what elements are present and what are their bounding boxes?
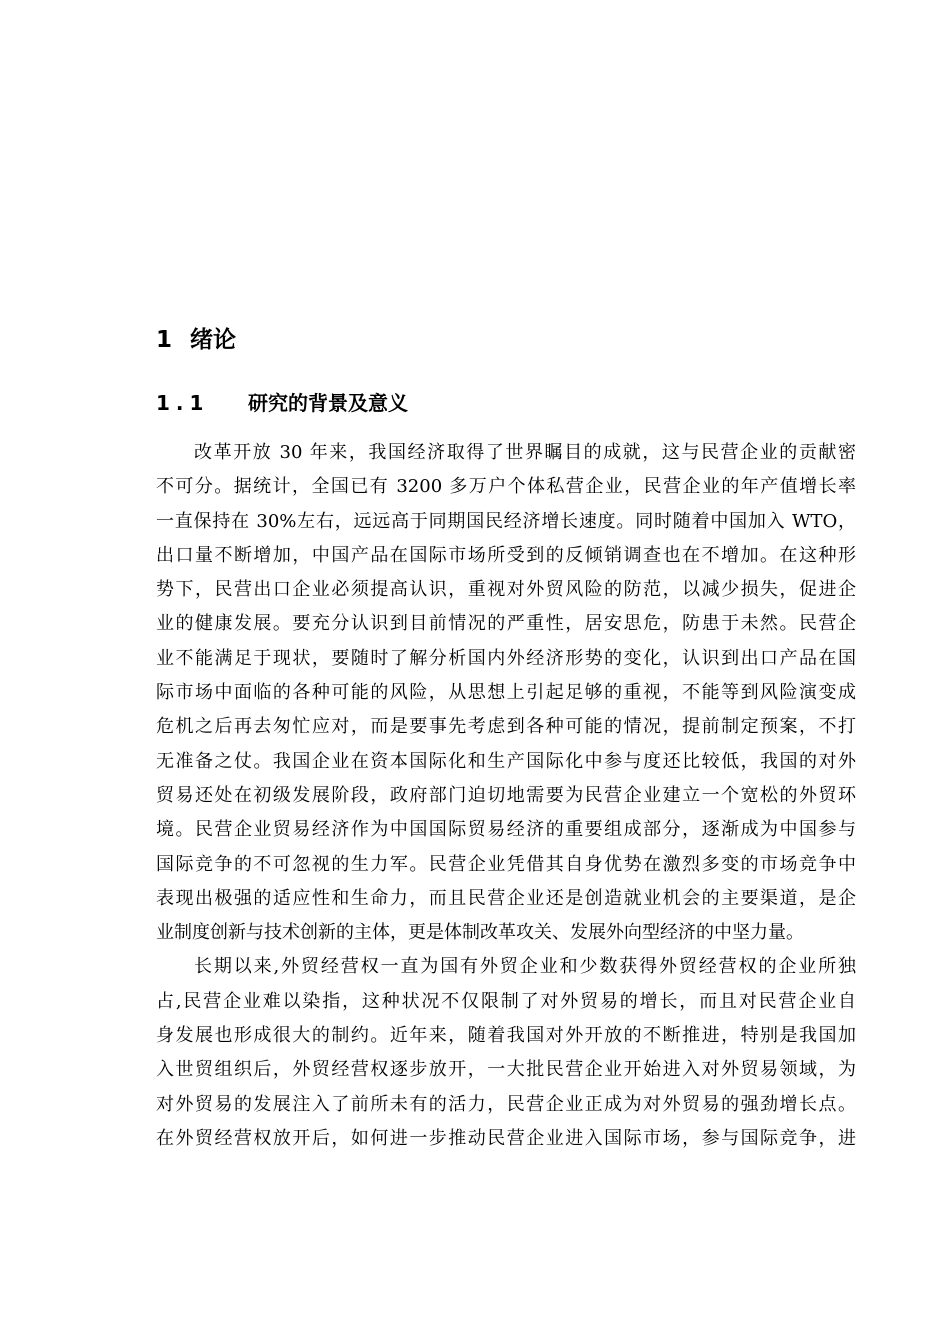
text-line: 在外贸经营权放开后，如何进一步推动民营企业进入国际市场，参与国际竞争，进 — [156, 1127, 856, 1149]
text-line: 改革开放 30 年来，我国经济取得了世界瞩目的成就，这与民营企业的贡献密 — [194, 442, 856, 463]
text-line: 业制度创新与技术创新的主体，更是体制改革攻关、发展外向型经济的中坚力量。 — [156, 922, 804, 944]
text-line: 入世贸组织后，外贸经营权逐步放开，一大批民营企业开始进入对外贸易领域，为 — [156, 1059, 856, 1081]
text-line: 对外贸易的发展注入了前所未有的活力，民营企业正成为对外贸易的强劲增长点。 — [156, 1093, 856, 1115]
chapter-number: 1 — [156, 327, 173, 353]
text-line: 一直保持在 30%左右，远远高于同期国民经济增长速度。同时随着中国加入 WTO， — [156, 510, 856, 532]
text-line: 境。民营企业贸易经济作为中国国际贸易经济的重要组成部分，逐渐成为中国参与 — [156, 819, 856, 841]
section-title: 研究的背景及意义 — [248, 391, 408, 415]
chapter-heading — [156, 324, 236, 356]
paragraph — [156, 436, 856, 950]
section-number: 1.1 — [156, 391, 210, 415]
text-line: 不可分。据统计，全国已有 3200 多万户个体私营企业，民营企业的年产值增长率 — [156, 476, 856, 498]
text-line: 国际竞争的不可忽视的生力军。民营企业凭借其自身优势在激烈多变的市场竞争中 — [156, 853, 856, 875]
text-line: 势下，民营出口企业必须提高认识，重视对外贸风险的防范，以减少损失，促进企 — [156, 579, 856, 601]
text-line: 出口量不断增加，中国产品在国际市场所受到的反倾销调查也在不增加。在这种形 — [156, 544, 856, 566]
paragraph — [156, 950, 856, 1156]
text-line: 身发展也形成很大的制约。近年来，随着我国对外开放的不断推进，特别是我国加 — [156, 1025, 856, 1047]
text-line: 际市场中面临的各种可能的风险，从思想上引起足够的重视，不能等到风险演变成 — [156, 682, 856, 704]
text-line: 无准备之仗。我国企业在资本国际化和生产国际化中参与度还比较低，我国的对外 — [156, 750, 856, 772]
text-line: 占,民营企业难以染指，这种状况不仅限制了对外贸易的增长，而且对民营企业自 — [156, 990, 856, 1012]
text-line: 贸易还处在初级发展阶段，政府部门迫切地需要为民营企业建立一个宽松的外贸环 — [156, 784, 856, 806]
body-text — [156, 436, 856, 1156]
section-heading — [156, 387, 408, 419]
text-line: 业不能满足于现状，要随时了解分析国内外经济形势的变化，认识到出口产品在国 — [156, 647, 856, 669]
text-line: 表现出极强的适应性和生命力，而且民营企业还是创造就业机会的主要渠道，是企 — [156, 887, 856, 909]
chapter-title: 绪论 — [190, 327, 236, 353]
text-line: 危机之后再去匆忙应对，而是要事先考虑到各种可能的情况，提前制定预案，不打 — [156, 716, 856, 738]
text-line: 业的健康发展。要充分认识到目前情况的严重性，居安思危，防患于未然。民营企 — [156, 613, 856, 635]
text-line: 长期以来,外贸经营权一直为国有外贸企业和少数获得外贸经营权的企业所独 — [194, 956, 856, 978]
